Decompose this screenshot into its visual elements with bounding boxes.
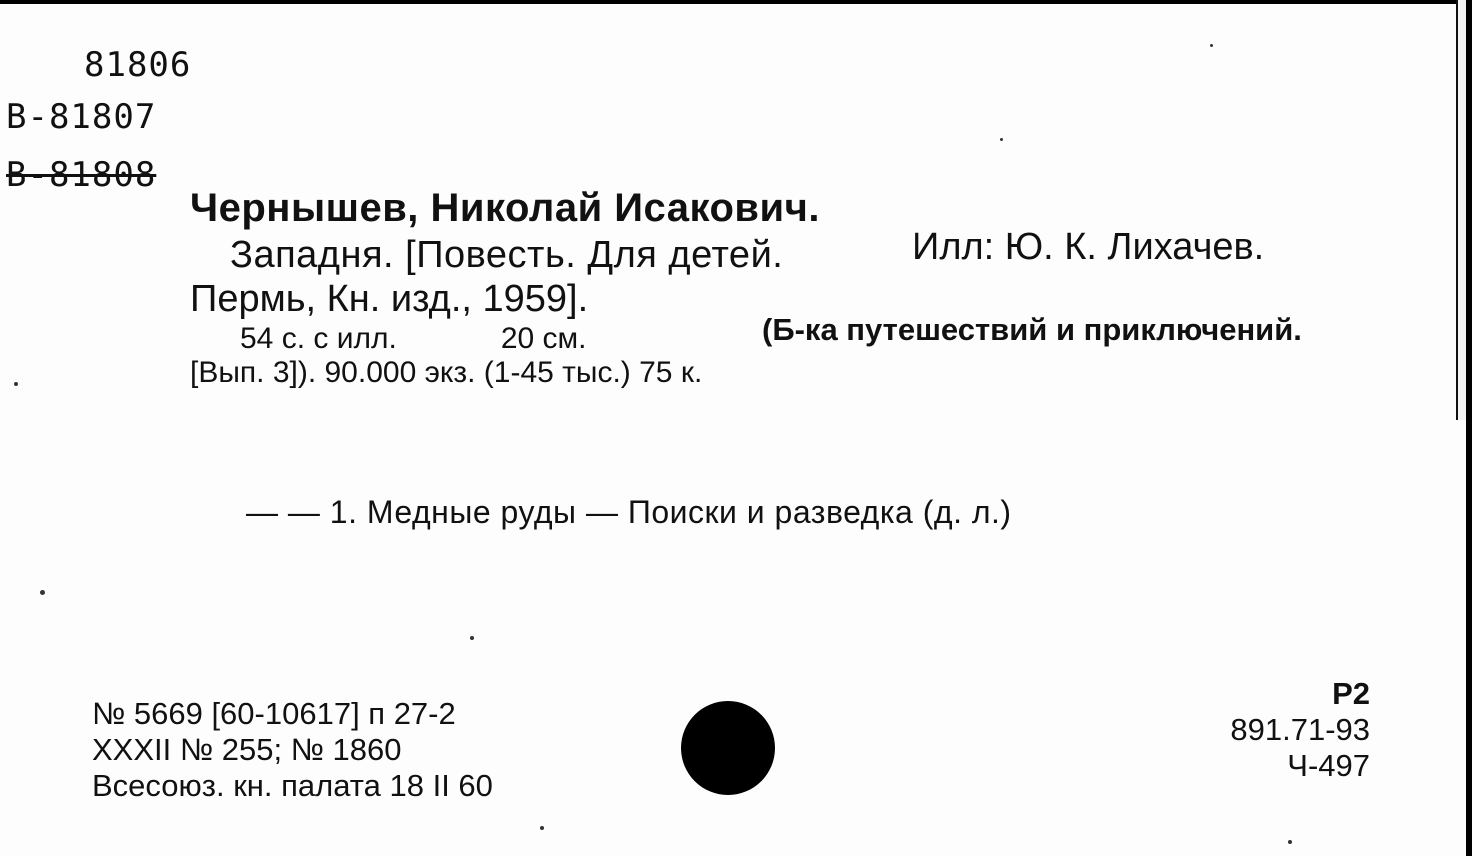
dust-speck — [40, 590, 45, 595]
bibliographic-register: XXXII № 255; № 1860 — [92, 732, 402, 767]
subject-heading: — — 1. Медные руды — Поиски и разведка (д. л.) — [246, 494, 1012, 530]
publication-statement: Пермь, Кн. изд., 1959]. — [190, 278, 589, 320]
handwritten-number-2: В-81807 — [6, 97, 157, 137]
dust-speck — [14, 382, 18, 386]
card-right-edge — [1466, 0, 1472, 856]
dust-speck — [540, 826, 544, 830]
classification-code-1: Р2 — [1332, 676, 1370, 711]
dust-speck — [1288, 840, 1292, 844]
title-statement: Западня. [Повесть. Для детей. — [230, 234, 784, 276]
author-heading: Чернышев, Николай Исакович. — [190, 186, 820, 230]
pages-statement: 54 с. с илл. — [240, 322, 397, 355]
dust-speck — [1210, 44, 1213, 47]
card-punch-hole — [681, 701, 775, 795]
bibliographic-chamber: Всесоюз. кн. палата 18 II 60 — [92, 768, 493, 803]
illustrator-statement: Илл: Ю. К. Лихачев. — [912, 226, 1265, 268]
size-statement: 20 см. — [500, 322, 587, 355]
dust-speck — [1000, 138, 1003, 141]
card-top-edge — [0, 0, 1472, 4]
classification-code-3: Ч-497 — [1287, 748, 1370, 783]
handwritten-number-3-struck: В-81808 — [6, 155, 157, 195]
series-statement: (Б-ка путешествий и приключений. — [762, 312, 1302, 347]
dust-speck — [470, 636, 474, 640]
classification-code-2: 891.71-93 — [1230, 712, 1370, 747]
handwritten-number-1: 81806 — [84, 45, 192, 85]
bibliographic-number: № 5669 [60-10617] п 27-2 — [92, 696, 456, 731]
issue-statement: [Вып. 3]). 90.000 экз. (1-45 тыс.) 75 к. — [190, 356, 703, 389]
collation — [240, 324, 586, 354]
card-right-border — [1456, 0, 1466, 420]
